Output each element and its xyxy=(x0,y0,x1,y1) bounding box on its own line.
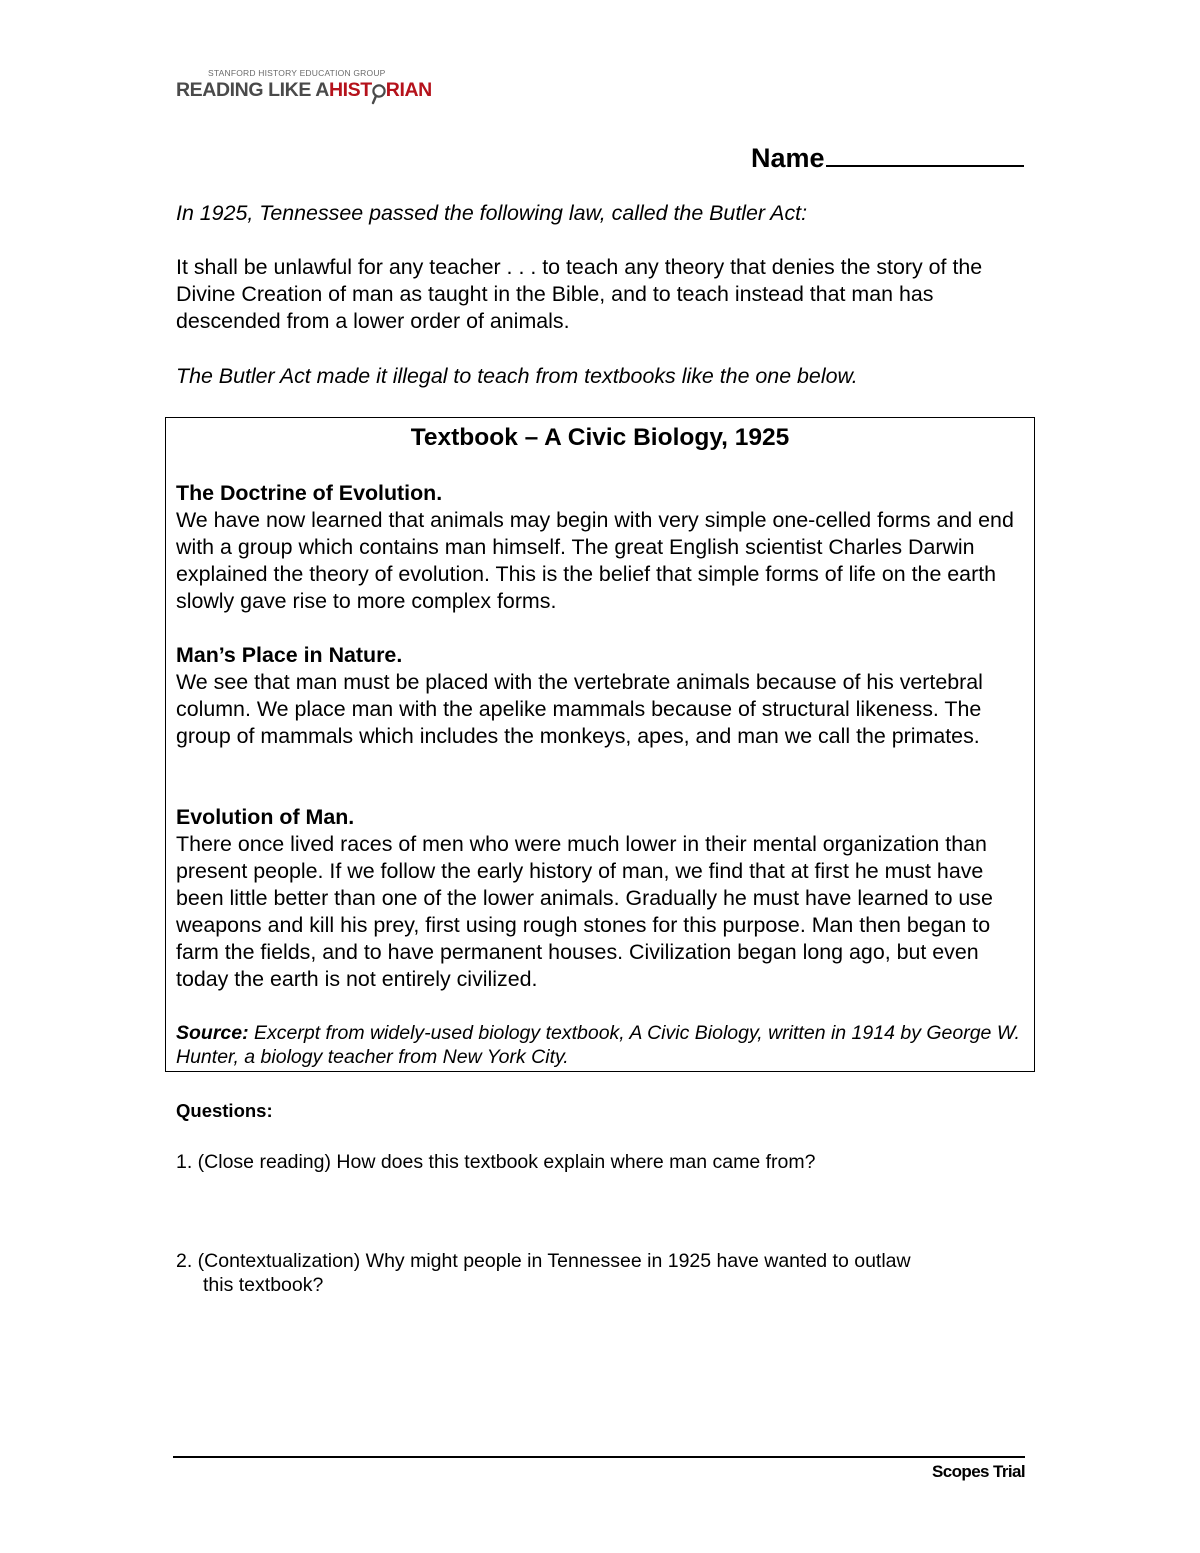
footer-rule xyxy=(173,1456,1025,1458)
question-text: 1. (Close reading) How does this textbook explain where man came from? xyxy=(176,1151,816,1173)
intro-text: In 1925, Tennessee passed the following law, called the Butler Act: xyxy=(176,201,808,225)
footer-label: Scopes Trial xyxy=(932,1462,1025,1481)
section-body: There once lived races of men who were much lower in their mental organization than present people. If we follow the early history of man, we find that at first he must have been little better than one of the lower animals. Gradually he must have learned to use weapons and kill his prey, first using rough stones for this purpose. Man then began to farm the fields, and to have permanent houses. Civilization began long ago, but even today the earth is not entirely civilized. xyxy=(176,832,993,991)
textbook-title: Textbook – A Civic Biology, 1925 xyxy=(410,424,790,451)
section-heading: Evolution of Man. xyxy=(176,805,355,829)
source-citation xyxy=(176,1021,1028,1069)
question-text-continued: this textbook? xyxy=(203,1274,324,1296)
section-body: We have now learned that animals may begin with very simple one-celled forms and end with a group which contains man himself. The great English scientist Charles Darwin explained the theory of evolution. This is the belief that simple forms of life on the earth slowly gave rise to more complex forms. xyxy=(176,508,1014,613)
logo-main-red-2: RIAN xyxy=(385,79,432,101)
source-label: Source: xyxy=(176,1022,249,1044)
butler-note: The Butler Act made it illegal to teach from textbooks like the one below. xyxy=(176,364,858,388)
question-text: 2. (Contextualization) Why might people in Tennessee in 1925 have wanted to outlaw xyxy=(176,1250,911,1272)
logo-main-dark: READING LIKE A xyxy=(176,79,329,101)
logo-main-text xyxy=(176,79,432,102)
name-field xyxy=(751,141,1024,174)
magnifying-glass-icon xyxy=(372,82,386,102)
source-text: Excerpt from widely-used biology textbook, A Civic Biology, written in 1914 by George W. Hunter, a biology teacher from New York City. xyxy=(176,1022,1020,1068)
question-2 xyxy=(176,1249,1026,1297)
section-heading: The Doctrine of Evolution. xyxy=(176,481,443,505)
law-quote: It shall be unlawful for any teacher . . . to teach any theory that denies the story of the Divine Creation of man as taught in the Bible, and to teach instead that man has descended from a lower order of animals. xyxy=(176,255,983,333)
section-evolution-of-man xyxy=(176,804,1028,993)
question-1 xyxy=(176,1150,1026,1174)
textbook-excerpt-box xyxy=(165,417,1035,1072)
section-body: We see that man must be placed with the vertebrate animals because of his vertebral column. We place man with the apelike mammals because of structural likeness. The group of mammals which includes the monkeys, apes, and man we call the primates. xyxy=(176,670,983,748)
shec-logo xyxy=(176,68,432,102)
name-label: Name xyxy=(751,143,825,173)
name-blank xyxy=(826,141,1024,167)
logo-main-red-1: HIST xyxy=(328,79,372,101)
questions-heading: Questions: xyxy=(176,1100,273,1121)
section-heading: Man’s Place in Nature. xyxy=(176,643,403,667)
logo-top-text: STANFORD HISTORY EDUCATION GROUP xyxy=(208,68,386,78)
section-doctrine-of-evolution xyxy=(176,480,1028,615)
section-mans-place-in-nature xyxy=(176,642,1028,750)
